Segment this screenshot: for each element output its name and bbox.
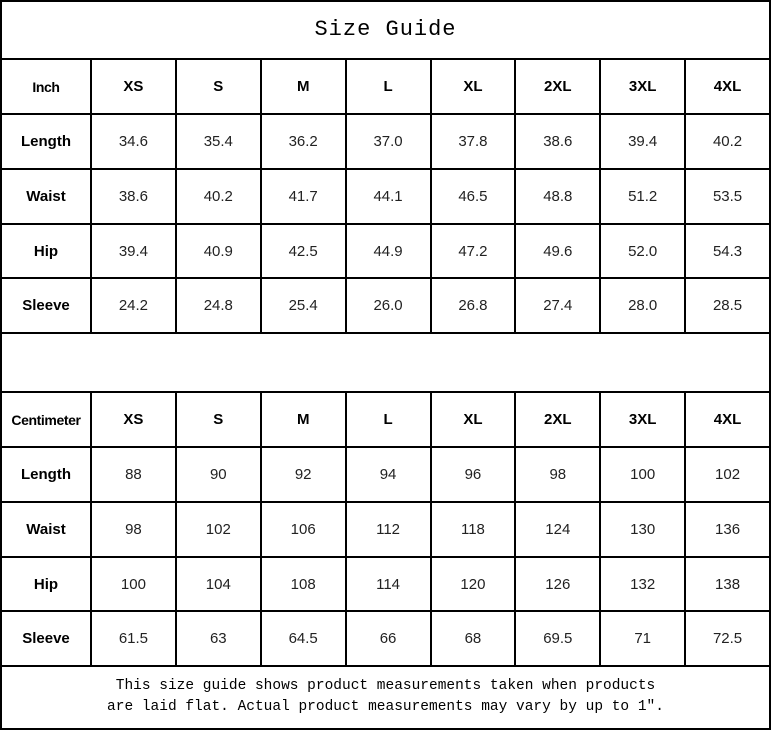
measure-value-cell: 46.5 (431, 169, 516, 224)
measure-value-cell: 25.4 (261, 278, 346, 333)
cm-sleeve-row (1, 611, 770, 666)
measure-value-cell: 94 (346, 447, 431, 502)
measure-value-cell: 112 (346, 502, 431, 557)
measure-value-cell: 114 (346, 557, 431, 612)
measure-value-cell: 118 (431, 502, 516, 557)
inch-size-header-3xl: 3XL (600, 59, 685, 115)
cm-unit-header: Centimeter (1, 392, 91, 448)
measure-label-cell: Waist (1, 169, 91, 224)
measure-value-cell: 48.8 (515, 169, 600, 224)
measure-value-cell: 66 (346, 611, 431, 666)
inch-header-row (1, 59, 770, 115)
measure-value-cell: 34.6 (91, 114, 176, 169)
measure-value-cell: 100 (600, 447, 685, 502)
measure-value-cell: 138 (685, 557, 770, 612)
measure-value-cell: 40.2 (685, 114, 770, 169)
cm-size-header-l: L (346, 392, 431, 448)
measure-value-cell: 71 (600, 611, 685, 666)
cm-length-row (1, 447, 770, 502)
measure-value-cell: 108 (261, 557, 346, 612)
inch-size-header-2xl: 2XL (515, 59, 600, 115)
measure-value-cell: 69.5 (515, 611, 600, 666)
measure-value-cell: 49.6 (515, 224, 600, 279)
inch-size-header-xl: XL (431, 59, 516, 115)
inch-size-header-xs: XS (91, 59, 176, 115)
measure-value-cell: 98 (91, 502, 176, 557)
measure-value-cell: 88 (91, 447, 176, 502)
measure-label-cell: Length (1, 447, 91, 502)
cm-header-row (1, 392, 770, 448)
measure-value-cell: 51.2 (600, 169, 685, 224)
measure-value-cell: 68 (431, 611, 516, 666)
spacer-row (1, 333, 770, 392)
measure-value-cell: 36.2 (261, 114, 346, 169)
measure-value-cell: 24.2 (91, 278, 176, 333)
cm-size-header-3xl: 3XL (600, 392, 685, 448)
inch-sleeve-row (1, 278, 770, 333)
inch-size-header-4xl: 4XL (685, 59, 770, 115)
measure-value-cell: 72.5 (685, 611, 770, 666)
cm-size-header-m: M (261, 392, 346, 448)
cm-hip-row (1, 557, 770, 612)
measure-value-cell: 26.0 (346, 278, 431, 333)
measure-value-cell: 39.4 (91, 224, 176, 279)
measure-value-cell: 40.9 (176, 224, 261, 279)
measure-value-cell: 100 (91, 557, 176, 612)
measure-value-cell: 39.4 (600, 114, 685, 169)
measure-value-cell: 41.7 (261, 169, 346, 224)
title-row (1, 1, 770, 59)
measure-value-cell: 53.5 (685, 169, 770, 224)
measure-value-cell: 28.5 (685, 278, 770, 333)
cm-size-header-2xl: 2XL (515, 392, 600, 448)
measure-value-cell: 90 (176, 447, 261, 502)
measure-label-cell: Sleeve (1, 278, 91, 333)
measure-value-cell: 98 (515, 447, 600, 502)
measure-value-cell: 52.0 (600, 224, 685, 279)
inch-size-header-l: L (346, 59, 431, 115)
measure-label-cell: Sleeve (1, 611, 91, 666)
measure-value-cell: 96 (431, 447, 516, 502)
measure-value-cell: 44.9 (346, 224, 431, 279)
measure-value-cell: 37.0 (346, 114, 431, 169)
cm-size-header-xs: XS (91, 392, 176, 448)
measure-value-cell: 27.4 (515, 278, 600, 333)
footer-note-line1: This size guide shows product measurements taken when products (115, 678, 656, 695)
measure-value-cell: 42.5 (261, 224, 346, 279)
page-title: Size Guide (1, 1, 770, 59)
measure-value-cell: 38.6 (515, 114, 600, 169)
measure-value-cell: 24.8 (176, 278, 261, 333)
inch-length-row (1, 114, 770, 169)
measure-value-cell: 130 (600, 502, 685, 557)
measure-value-cell: 126 (515, 557, 600, 612)
measure-value-cell: 132 (600, 557, 685, 612)
inch-waist-row (1, 169, 770, 224)
inch-unit-header: Inch (1, 59, 91, 115)
cm-size-header-4xl: 4XL (685, 392, 770, 448)
measure-value-cell: 64.5 (261, 611, 346, 666)
measure-label-cell: Hip (1, 224, 91, 279)
measure-value-cell: 106 (261, 502, 346, 557)
cm-size-header-xl: XL (431, 392, 516, 448)
measure-value-cell: 37.8 (431, 114, 516, 169)
measure-value-cell: 124 (515, 502, 600, 557)
measure-label-cell: Hip (1, 557, 91, 612)
cm-size-header-s: S (176, 392, 261, 448)
measure-value-cell: 44.1 (346, 169, 431, 224)
footer-row (1, 666, 770, 729)
measure-label-cell: Waist (1, 502, 91, 557)
inch-hip-row (1, 224, 770, 279)
measure-value-cell: 120 (431, 557, 516, 612)
inch-size-header-s: S (176, 59, 261, 115)
measure-value-cell: 47.2 (431, 224, 516, 279)
inch-size-header-m: M (261, 59, 346, 115)
footer-note (1, 666, 770, 729)
measure-value-cell: 104 (176, 557, 261, 612)
measure-value-cell: 35.4 (176, 114, 261, 169)
cm-waist-row (1, 502, 770, 557)
measure-value-cell: 61.5 (91, 611, 176, 666)
measure-label-cell: Length (1, 114, 91, 169)
measure-value-cell: 63 (176, 611, 261, 666)
measure-value-cell: 38.6 (91, 169, 176, 224)
measure-value-cell: 40.2 (176, 169, 261, 224)
measure-value-cell: 136 (685, 502, 770, 557)
measure-value-cell: 102 (685, 447, 770, 502)
measure-value-cell: 92 (261, 447, 346, 502)
measure-value-cell: 26.8 (431, 278, 516, 333)
measure-value-cell: 54.3 (685, 224, 770, 279)
measure-value-cell: 102 (176, 502, 261, 557)
footer-note-line2: are laid flat. Actual product measurements may vary by up to 1″. (107, 699, 664, 716)
spacer-cell (1, 333, 770, 392)
measure-value-cell: 28.0 (600, 278, 685, 333)
